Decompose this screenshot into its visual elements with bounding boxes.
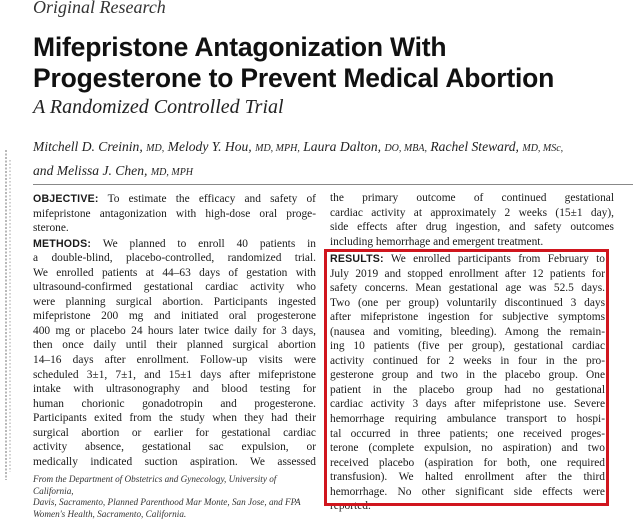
results-label: RESULTS: [330,253,384,265]
author-name: and Melissa J. Chen, [33,163,148,178]
author-name: Laura Dalton, [303,139,382,154]
author-degree: DO, MBA, [384,143,427,154]
author-degree: MD, MPH, [255,143,300,154]
results-highlight-box [324,249,609,506]
abstract-left-column [33,192,316,470]
author-degree: MD, [146,143,165,154]
methods-label: METHODS: [33,237,92,250]
title-line-1: Mifepristone Antagonization With [33,32,447,62]
methods-continued-paragraph: the primary outcome of continued gestational cardiac activity at approximately 2 weeks (15±1 day), side effects after drug ingestion, and safety outcomes including hemorrhage and emergent treatment. [330,192,614,248]
author-list [33,136,633,184]
results-paragraph: RESULTS: We enrolled participants from February to July 2019 and stopped enrollment after 12 patients for safety concerns. Mean gestational age was 52.5 days. Two (one per group) voluntarily discontinued 3 days after mifepristone ingestion for subjective symptoms (nausea and vomiting, bleeding). Among the remain- ing 10 patients (five per group), gestational cardiac activity continued for 2 weeks in four in the pro- gesterone group and two in the placebo group. One patient in the placebo group had no gestational cardiac activity 3 days after mifepristone use. Severe hemorrhage requiring ambulance transport to hospi- tal occurred in three patients; one received proges- terone (complete expulsion, no aspiration) and two received placebo (aspiration for both, one required transfusion). We halted enrollment after the third hemorrhage. No other significant side effects were reported. [330,253,605,513]
author-name: Rachel Steward, [430,139,519,154]
methods-paragraph: METHODS: We planned to enroll 40 patients in a double-blind, placebo-controlled, randomized trial. We enrolled patients at 44–63 days of gestation with ultrasound-confirmed gestational cardiac activity who were planning surgical abortion. Participants ingested mifepristone 200 mg and initiated oral progesterone 400 mg or placebo 24 hours later twice daily for 3 days, then once daily until their planned surgical abortion 14–16 days after enrollment. Follow-up visits were scheduled 3±1, 7±1, and 15±1 days after mifepristone intake with ultrasonography and blood testing for human chorionic gonadotropin and progesterone. Participants exited from the study when they had their surgical abortion or earlier for gestational cardiac activity absence, gestational sac expulsion, or medically indicated suction aspiration. We assessed [33,237,316,468]
author-name: Mitchell D. Creinin, [33,139,143,154]
methods-continued-clip [330,191,614,249]
objective-label: OBJECTIVE: [33,193,99,205]
affiliation-footnote: From the Department of Obstetrics and Gynecology, University of California, Davis, Sacramento, Planned Parenthood Mar Monte, San Jose, and FPA Women's Health, Sacramento, California. [33,474,301,519]
author-name: Melody Y. Hou, [167,139,252,154]
article-title [33,32,623,94]
objective-paragraph: OBJECTIVE: To estimate the efficacy and safety of mifepristone antagonization with high-dose oral proge- sterone. [33,193,316,235]
section-label: Original Research [33,0,166,17]
article-subtitle: A Randomized Controlled Trial [33,96,284,118]
margin-download-notice [3,150,15,480]
author-degree: MD, MPH [150,167,194,178]
title-line-2: Progesterone to Prevent Medical Abortion [33,63,555,93]
author-degree: MD, MSc, [522,143,564,154]
header-divider [33,184,633,185]
